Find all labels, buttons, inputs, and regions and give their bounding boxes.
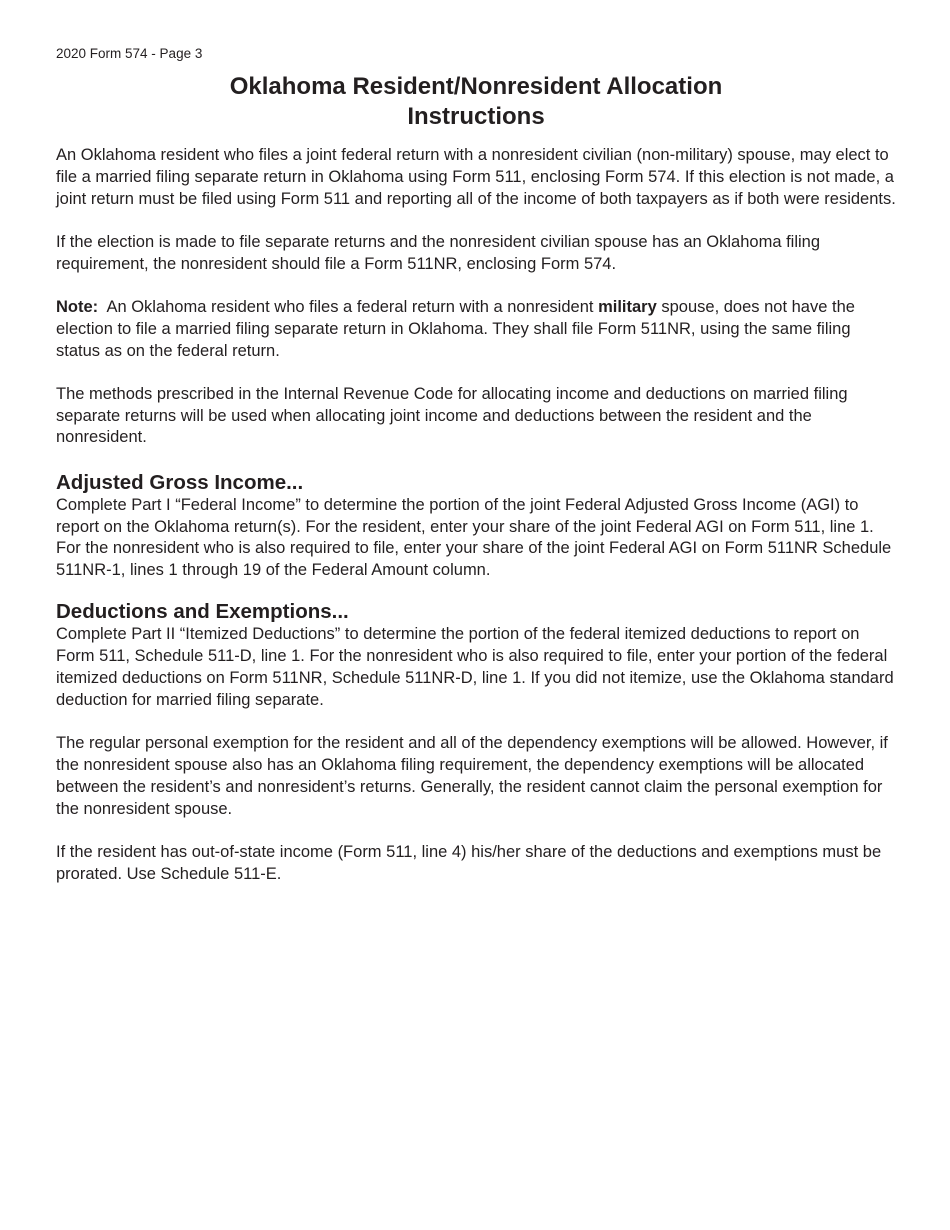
page-title: [56, 72, 896, 132]
intro-paragraph-election: An Oklahoma resident who files a joint federal return with a nonresident civilian (non-military) spouse, may elect to file a married filing separate return in Oklahoma using Form 511, enclosing Form 574. If this election is not made, a joint return must be filed using Form 511 and reporting all of the income of both taxpayers as if both were residents.: [56, 146, 896, 208]
note-label: Note:: [56, 297, 99, 316]
section-deductions: [56, 600, 896, 885]
deductions-paragraph-exemptions: The regular personal exemption for the resident and all of the dependency exemptions will be allowed. However, if the nonresident spouse also has an Oklahoma filing requirement, the dependency exemptions will be allocated between the resident’s and nonresident’s returns. Generally, the resident cannot claim the personal exemption for the nonresident spouse.: [56, 734, 888, 818]
document-body: [56, 145, 896, 907]
note-paragraph: [56, 297, 896, 362]
note-bold-term: military: [598, 297, 657, 316]
intro-paragraph-methods: The methods prescribed in the Internal Revenue Code for allocating income and deductions on married filing separate returns will be used when allocating joint income and deductions between the resident and the nonresident.: [56, 384, 848, 447]
intro-paragraph-separate-returns: If the election is made to file separate returns and the nonresident civilian spouse has an Oklahoma filing requirement, the nonresident should file a Form 511NR, enclosing Form 574.: [56, 232, 821, 273]
note-text-start: An Oklahoma resident who files a federal return with a nonresident: [106, 297, 594, 316]
agi-paragraph: Complete Part I “Federal Income” to determine the portion of the joint Federal Adjusted Gross Income (AGI) to report on the Oklahoma return(s). For the resident, enter your share of the joint Federal AGI on Form 511, line 1. For the nonresident who is also required to file, enter your share of the joint Federal AGI on Form 511NR Schedule 511NR-1, lines 1 through 19 of the Federal Amount column.: [56, 495, 892, 580]
deductions-paragraph-prorated: If the resident has out-of-state income (Form 511, line 4) his/her share of the deductions and exemptions must be prorated. Use Schedule 511-E.: [56, 842, 882, 883]
deductions-paragraph-itemized: Complete Part II “Itemized Deductions” to determine the portion of the federal itemized deductions to report on Form 511, Schedule 511-D, line 1. For the nonresident who is also required to file, enter your portion of the federal itemized deductions on Form 511NR, Schedule 511NR-D, line 1. If you did not itemize, use the Oklahoma standard deduction for married filing separate.: [56, 625, 894, 709]
section-agi: [56, 471, 896, 582]
section-heading-agi: Adjusted Gross Income...: [56, 470, 304, 494]
section-heading-deductions: Deductions and Exemptions...: [56, 600, 349, 624]
page-title-line-1: Oklahoma Resident/Nonresident Allocation: [229, 73, 723, 100]
note-text-end: spouse, does not have the election to file a married filing separate return in Oklahoma. They shall file Form 511NR, using the same filing status as on the federal return.: [56, 297, 855, 360]
page-title-line-2: Instructions: [407, 103, 545, 130]
page-header: 2020 Form 574 - Page 3: [56, 46, 203, 61]
